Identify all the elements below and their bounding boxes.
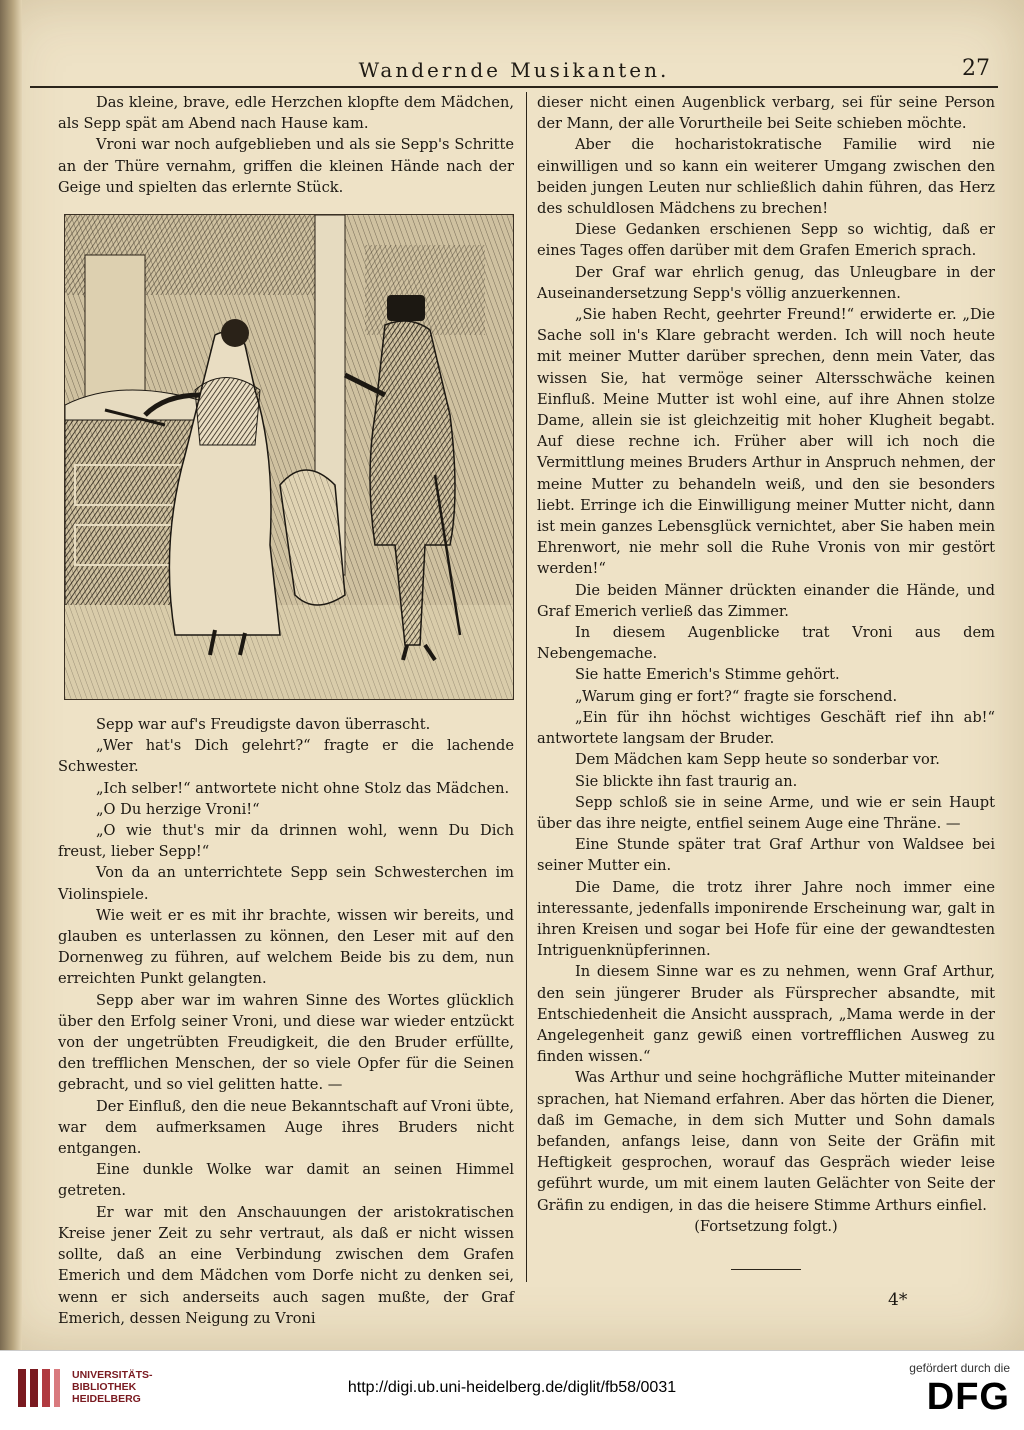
paragraph: Die beiden Männer drückten einander die Hände, und Graf Emerich verließ das Zimmer. xyxy=(537,581,995,620)
engraving-scene xyxy=(65,215,513,699)
paragraph: „Wer hat's Dich gelehrt?“ fragte er die lachende Schwester. xyxy=(58,737,514,776)
right-column xyxy=(537,92,995,1270)
paragraph: Sepp war auf's Freudigste davon überrascht. xyxy=(96,716,431,734)
paragraph: Diese Gedanken erschienen Sepp so wichtig, daß er eines Tages offen darüber mit dem Grafen Emerich sprach. xyxy=(537,221,995,260)
digitization-footer xyxy=(0,1350,1024,1430)
engraving-illustration xyxy=(64,214,514,700)
paragraph: Aber die hocharistokratische Familie wird nie einwilligen und so kann ein weiterer Umgang zwischen den beiden jungen Leuten nur schließlich dahin führen, das Herz des schuldlosen Mädchens zu brechen! xyxy=(537,136,995,218)
left-column xyxy=(58,92,514,1329)
paragraph: Was Arthur und seine hochgräfliche Mutter miteinander sprachen, hat Niemand erfahren. Aber das hörten die Diener, daß im Gemache, in dem sich Mutter und Sohn damals befanden, anfangs leise, dann von Seite der Gräfin mit Heftigkeit gesprochen, worauf das Gespräch wieder leise geführt wurde, um mit einem lauten Gelächter von Seite der Gräfin zu endigen, in das die heisere Stimme Arthurs einfiel. xyxy=(537,1069,995,1214)
paragraph: Vroni war noch aufgeblieben und als sie Sepp's Schritte an der Thüre vernahm, griffen die kleinen Hände nach der Geige und spielten das erlernte Stück. xyxy=(58,136,514,196)
paragraph: „O wie thut's mir da drinnen wohl, wenn Du Dich freust, lieber Sepp!“ xyxy=(58,822,514,861)
paragraph: Von da an unterrichtete Sepp sein Schwesterchen im Violinspiele. xyxy=(58,864,514,903)
signature-mark: 4* xyxy=(888,1290,908,1310)
paragraph: Wie weit er es mit ihr brachte, wissen wir bereits, und glauben es unterlassen zu können, den Leser mit auf den Dornenweg zu führen, auf welchem Beide bis zu dem, nun erreichten Punkt gelangten. xyxy=(58,906,514,988)
column-divider xyxy=(526,92,527,1282)
book-spine-shadow xyxy=(0,0,22,1350)
page-number: 27 xyxy=(962,56,990,81)
paragraph: Sie hatte Emerich's Stimme gehört. xyxy=(575,666,840,684)
end-rule xyxy=(731,1269,801,1270)
paragraph: „Sie haben Recht, geehrter Freund!“ erwiderte er. „Die Sache soll in's Klare gebracht werden. Ich will noch heute mit meiner Mutter darüber sprechen, denn mein Vater, das wissen Sie, hat vermöge seiner Altersschwäche keinen Einfluß. Meine Mutter ist wohl eine, auf ihre Ahnen stolze Dame, allein sie ist gleichzeitig mit hoher Klugheit begabt. Auf diese rechne ich. Früher aber will ich noch die Vermittlung meines Bruders Arthur in Anspruch nehmen, der meine Mutter zu behandeln weiß, und den sie besonders liebt. Erringe ich die Einwilligung meiner Mutter nicht, dann ist mein ganzes Lebensglück vernichtet, aber Sie haben mein Ehrenwort, nie mehr soll die Ruhe Vronis von mir gestört werden!“ xyxy=(537,306,995,578)
permalink-url[interactable]: http://digi.ub.uni-heidelberg.de/diglit/fb58/0031 xyxy=(347,1379,677,1396)
paragraph: In diesem Sinne war es zu nehmen, wenn Graf Arthur, den sein jüngerer Bruder als Fürsprecher absandte, mit Entschiedenheit die Ansicht aussprach, „Mama werde in der Angelegenheit ganz gewiß einen vortrefflichen Ausweg zu finden wissen.“ xyxy=(537,963,995,1066)
library-name-line: HEIDELBERG xyxy=(72,1393,141,1405)
paragraph-continuation: dieser nicht einen Augenblick verbarg, sei für seine Person der Mann, der alle Vorurtheile bei Seite schieben möchte. xyxy=(537,94,995,133)
paragraph: Dem Mädchen kam Sepp heute so sonderbar vor. xyxy=(575,751,940,769)
paragraph: Das kleine, brave, edle Herzchen klopfte dem Mädchen, als Sepp spät am Abend nach Hause kam. xyxy=(58,94,514,133)
paragraph: Der Einfluß, den die neue Bekanntschaft auf Vroni übte, war dem aufmerksamen Auge ihres Bruders nicht entgangen. xyxy=(58,1097,514,1158)
paragraph: „Ich selber!“ antwortete nicht ohne Stolz das Mädchen. xyxy=(96,779,510,797)
paragraph: „O Du herzige Vroni!“ xyxy=(96,800,260,818)
dfg-logo: DFG xyxy=(926,1376,1010,1418)
continuation-note: (Fortsetzung folgt.) xyxy=(694,1217,838,1235)
header-rule xyxy=(30,86,998,88)
paragraph: Er war mit den Anschauungen der aristokratischen Kreise jener Zeit zu sehr vertraut, als daß er nicht wissen sollte, daß an eine Verbindung zwischen dem Grafen Emerich und dem Mädchen vom Dorfe nicht zu denken sei, wenn er sich anderseits auch sagen mußte, der Graf Emerich, dessen Neigung zu Vroni xyxy=(58,1203,514,1327)
paragraph: In diesem Augenblicke trat Vroni aus dem Nebengemache. xyxy=(537,624,995,663)
page-header xyxy=(30,56,998,84)
paragraph: „Ein für ihn höchst wichtiges Geschäft rief ihn ab!“ antwortete langsam der Bruder. xyxy=(537,708,995,748)
paragraph: „Warum ging er fort?“ fragte sie forschend. xyxy=(575,687,898,705)
paragraph: Eine dunkle Wolke war damit an seinen Himmel getreten. xyxy=(58,1161,514,1200)
funding-caption: gefördert durch die xyxy=(909,1361,1010,1375)
library-name-line: BIBLIOTHEK xyxy=(72,1381,137,1393)
library-name-line: UNIVERSITÄTS- xyxy=(72,1369,153,1381)
running-title: Wandernde Musikanten. xyxy=(358,58,670,82)
paragraph: Eine Stunde später trat Graf Arthur von Waldsee bei seiner Mutter ein. xyxy=(537,836,995,875)
paragraph: Die Dame, die trotz ihrer Jahre noch immer eine interessante, jedenfalls imponirende Erscheinung war, galt in ihren Kreisen und sogar bei Hofe für eine der gewandtesten Intriguenknüpferinnen. xyxy=(537,878,995,960)
dfg-funding-badge xyxy=(870,1361,1010,1423)
paragraph: Sie blickte ihn fast traurig an. xyxy=(575,772,798,790)
paragraph: Der Graf war ehrlich genug, das Unleugbare in der Auseinandersetzung Sepp's völlig anzuerkennen. xyxy=(537,263,995,302)
paragraph: Sepp aber war im wahren Sinne des Wortes glücklich über den Erfolg seiner Vroni, und diese war wieder entzückt von der ungetrübten Freudigkeit, die den Bruder erfüllte, den trefflichen Menschen, der so viele Opfer für die Seinen gebracht, und so viel gelitten hatte. — xyxy=(58,991,514,1094)
paragraph: Sepp schloß sie in seine Arme, und wie er sein Haupt über das ihre neigte, entfiel seinem Auge eine Thräne. — xyxy=(537,793,995,832)
